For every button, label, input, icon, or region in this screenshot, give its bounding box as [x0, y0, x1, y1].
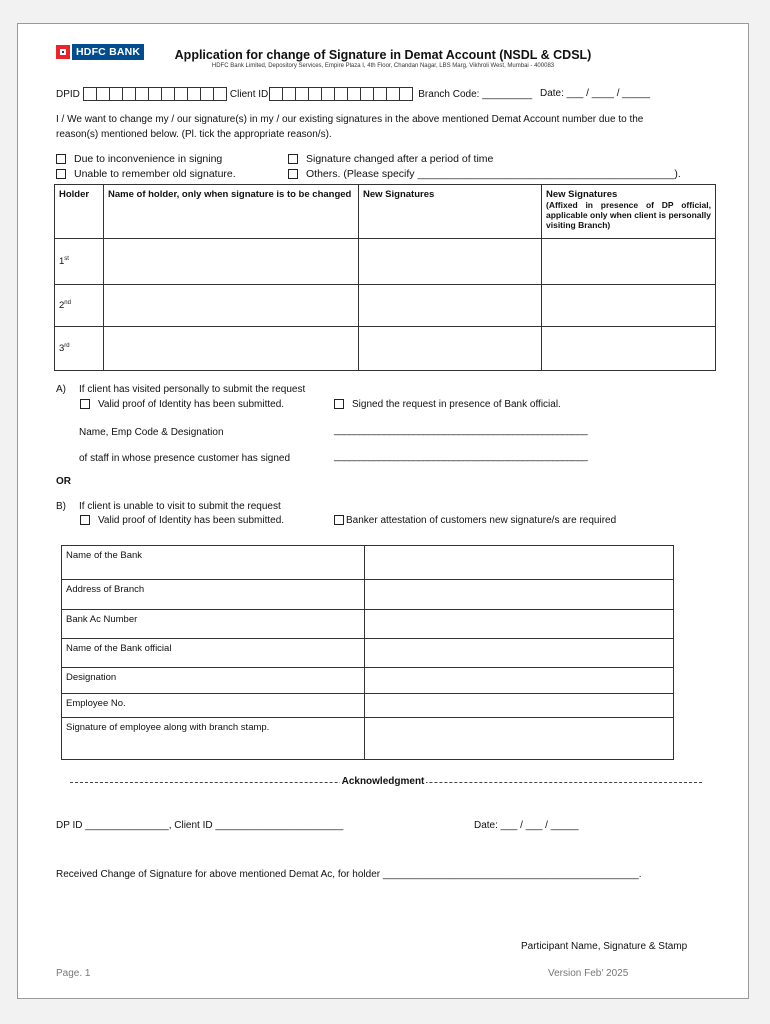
bank-field-label: Name of the Bank — [62, 546, 365, 580]
section-a-heading: If client has visited personally to submit the request — [79, 384, 306, 395]
new-signature-cell[interactable] — [359, 239, 542, 285]
bank-field-value[interactable] — [365, 694, 674, 718]
staff-presence-line[interactable]: ___________________________________________________ — [334, 451, 588, 462]
acknowledgment-heading — [18, 776, 748, 787]
col-new-signatures: New Signatures — [359, 185, 542, 239]
table-row — [62, 580, 674, 610]
col-holder-name: Name of holder, only when signature is to be changed — [104, 185, 359, 239]
col4-title: New Signatures — [546, 189, 618, 200]
ack-date[interactable]: Date: ___ / ___ / _____ — [474, 820, 579, 831]
branch-code-field[interactable]: Branch Code: _________ — [418, 88, 533, 100]
table-row — [62, 694, 674, 718]
reason-label: Unable to remember old signature. — [74, 168, 236, 180]
staff-presence-label: of staff in whose presence customer has signed — [79, 453, 291, 464]
dpid-boxes[interactable] — [84, 87, 227, 101]
id-row — [56, 87, 532, 101]
holder-name-cell[interactable] — [104, 285, 359, 327]
bank-field-label: Address of Branch — [62, 580, 365, 610]
holder-name-cell[interactable] — [104, 327, 359, 371]
section-b-heading: If client is unable to visit to submit the request — [79, 501, 281, 512]
table-row — [55, 327, 716, 371]
intro-line-1: I / We want to change my / our signature(s) in my / our existing signatures in the above mentioned Demat Account number due to the — [56, 114, 644, 125]
ack-dp-client-id[interactable]: DP ID _______________, Client ID _______________________ — [56, 820, 344, 831]
table-row — [62, 639, 674, 668]
section-a-option-id-proof[interactable] — [80, 399, 284, 410]
table-row — [55, 285, 716, 327]
version-label: Version Feb' 2025 — [548, 968, 629, 979]
checkbox-icon[interactable] — [80, 515, 90, 525]
reason-signature-changed[interactable] — [288, 153, 493, 165]
checkbox-icon[interactable] — [334, 515, 344, 525]
form-page — [17, 23, 749, 999]
holder-number: 2nd — [55, 285, 104, 327]
logo-text: HDFC BANK — [72, 44, 144, 60]
col-new-signatures-official — [542, 185, 716, 239]
table-row — [62, 668, 674, 694]
section-b-option-id-proof[interactable] — [80, 515, 284, 526]
participant-signature-label: Participant Name, Signature & Stamp — [521, 941, 688, 952]
col-holder: Holder — [55, 185, 104, 239]
holder-number: 1st — [55, 239, 104, 285]
holder-number: 3rd — [55, 327, 104, 371]
table-row — [62, 718, 674, 760]
option-label: Banker attestation of customers new signature/s are required — [346, 515, 617, 526]
reason-inconvenience[interactable] — [56, 153, 222, 165]
page-number: Page. 1 — [56, 968, 91, 979]
official-signature-cell[interactable] — [542, 327, 716, 371]
staff-name-label: Name, Emp Code & Designation — [79, 427, 224, 438]
client-id-boxes[interactable] — [270, 87, 413, 101]
date-field[interactable]: Date: ___ / ____ / _____ — [540, 88, 651, 99]
table-row — [55, 239, 716, 285]
holder-table — [54, 184, 716, 371]
bank-field-label: Bank Ac Number — [62, 610, 365, 639]
bank-field-label: Employee No. — [62, 694, 365, 718]
section-b-marker: B) — [56, 501, 66, 512]
new-signature-cell[interactable] — [359, 285, 542, 327]
form-title: Application for change of Signature in Demat Account (NSDL & CDSL) — [174, 48, 592, 62]
checkbox-icon[interactable] — [288, 169, 298, 179]
checkbox-icon[interactable] — [288, 154, 298, 164]
checkbox-icon[interactable] — [80, 399, 90, 409]
bank-field-label: Name of the Bank official — [62, 639, 365, 668]
or-label: OR — [56, 476, 71, 487]
form-subtitle: HDFC Bank Limited, Depository Services, Empire Plaza I, 4th Floor, Chandan Nagar, LBS Marg, Vikhroli West, Mumbai - 400083 — [211, 63, 555, 69]
bank-field-value[interactable] — [365, 610, 674, 639]
col4-note: (Affixed in presence of DP official, applicable only when client is personally visiting Branch) — [546, 200, 711, 230]
reason-label: Signature changed after a period of time — [306, 153, 494, 165]
checkbox-icon[interactable] — [334, 399, 344, 409]
section-b-option-banker-attestation[interactable] — [334, 515, 616, 526]
checkbox-icon[interactable] — [56, 169, 66, 179]
bank-field-value[interactable] — [365, 546, 674, 580]
bank-details-table — [61, 545, 674, 760]
section-a-marker: A) — [56, 384, 66, 395]
dpid-label: DPID — [56, 88, 80, 100]
checkbox-icon[interactable] — [56, 154, 66, 164]
bank-field-value[interactable] — [365, 668, 674, 694]
reason-label: Others. (Please specify ____________________________________________). — [306, 168, 681, 180]
bank-field-value[interactable] — [365, 718, 674, 760]
bank-field-label: Signature of employee along with branch stamp. — [62, 718, 365, 760]
table-row — [62, 546, 674, 580]
new-signature-cell[interactable] — [359, 327, 542, 371]
reason-others[interactable] — [288, 168, 681, 180]
holder-name-cell[interactable] — [104, 239, 359, 285]
option-label: Valid proof of Identity has been submitted. — [98, 399, 285, 410]
table-header-row — [55, 185, 716, 239]
official-signature-cell[interactable] — [542, 239, 716, 285]
client-id-label: Client ID — [229, 88, 269, 100]
ack-label-text: Acknowledgment — [341, 776, 425, 787]
official-signature-cell[interactable] — [542, 285, 716, 327]
reason-label: Due to inconvenience in signing — [74, 153, 223, 165]
intro-line-2: reason(s) mentioned below. (Pl. tick the appropriate reason/s). — [56, 129, 332, 140]
ack-received-line[interactable]: Received Change of Signature for above mentioned Demat Ac, for holder ______________________________________________. — [56, 869, 642, 880]
option-label: Signed the request in presence of Bank official. — [352, 399, 561, 410]
table-row — [62, 610, 674, 639]
staff-name-line[interactable]: ___________________________________________________ — [334, 425, 588, 436]
section-a-option-signed-presence[interactable] — [334, 399, 561, 410]
reason-unable-remember[interactable] — [56, 168, 236, 180]
bank-field-value[interactable] — [365, 639, 674, 668]
option-label: Valid proof of Identity has been submitted. — [98, 515, 285, 526]
bank-field-label: Designation — [62, 668, 365, 694]
bank-field-value[interactable] — [365, 580, 674, 610]
